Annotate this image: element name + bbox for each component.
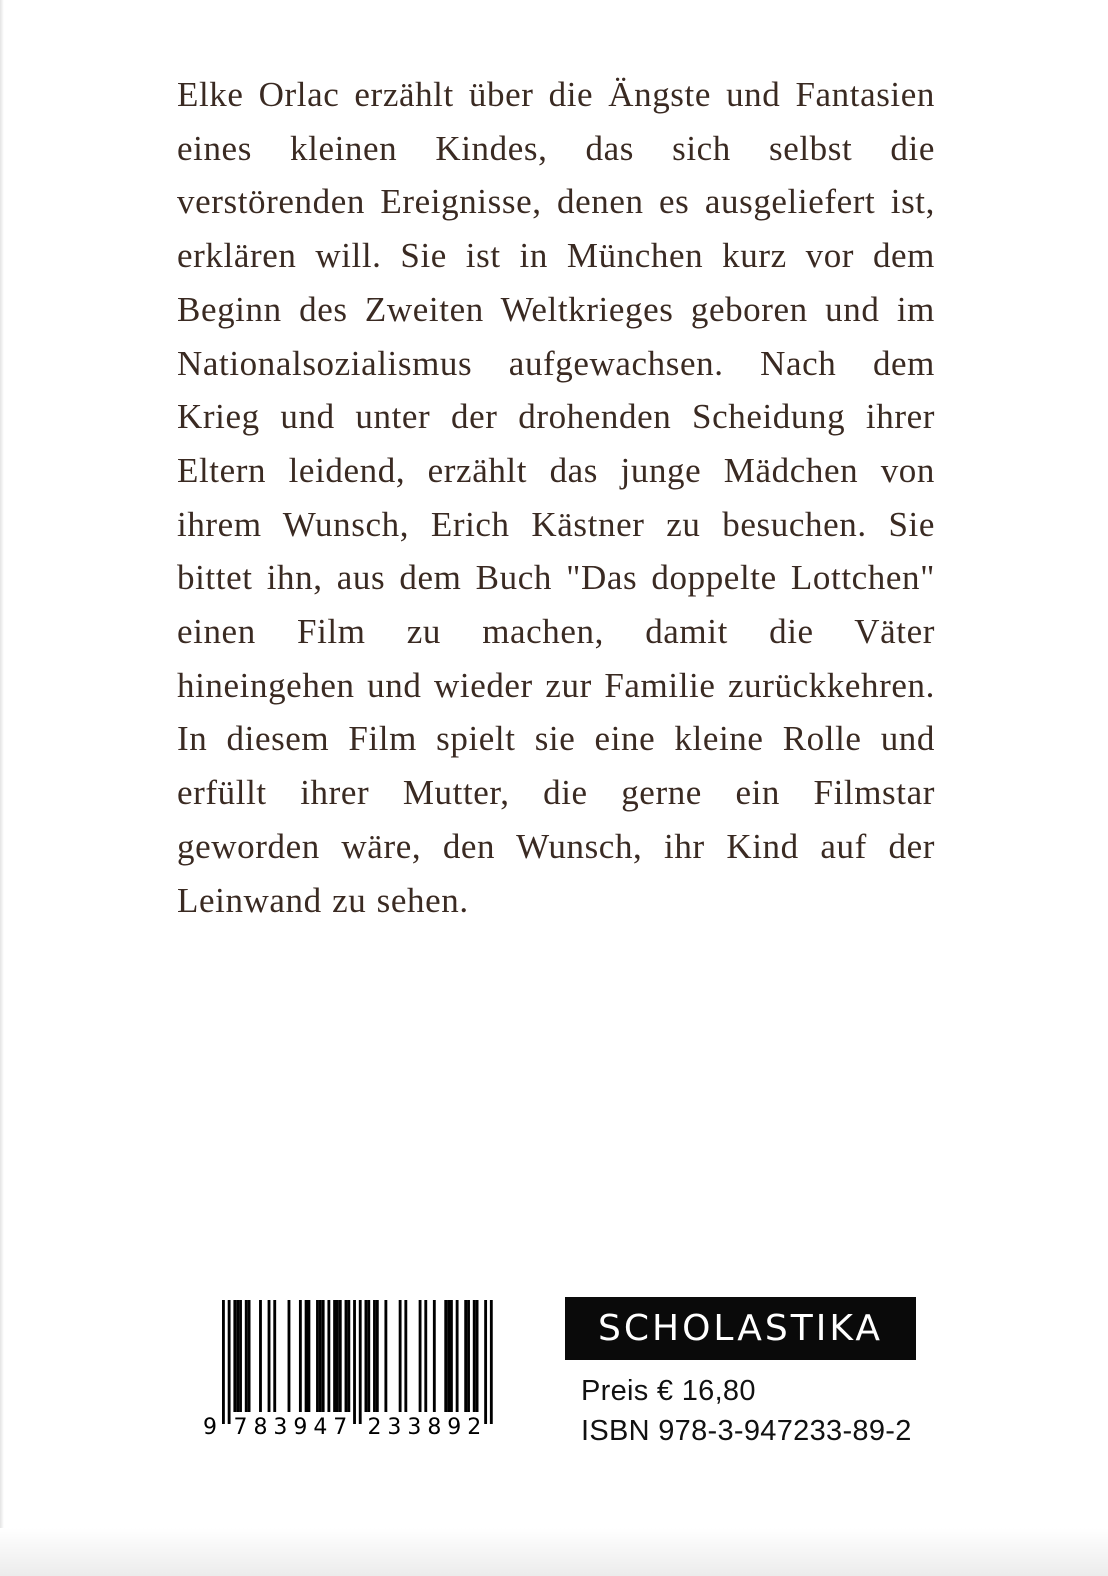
barcode-bar [476, 1300, 479, 1412]
barcode-bar [248, 1300, 251, 1412]
barcode-bar [444, 1300, 447, 1412]
barcode-bar [404, 1300, 407, 1412]
barcode-bar [222, 1300, 225, 1424]
barcode-bar [367, 1300, 370, 1412]
barcode-digit: 3 [407, 1415, 422, 1440]
barcode-bar [473, 1300, 476, 1412]
page-edge-shadow [0, 0, 4, 1576]
barcode-bar [233, 1300, 236, 1412]
barcode-digit: 9 [447, 1415, 462, 1440]
barcode-digits [203, 1415, 481, 1440]
barcode-bar [322, 1300, 325, 1412]
barcode-bar [327, 1300, 330, 1412]
barcode-bar [399, 1300, 402, 1412]
publisher-name: SCHOLASTIKA [598, 1308, 883, 1349]
barcode-bar [464, 1300, 467, 1412]
isbn-label: ISBN 978-3-947233-89-2 [581, 1415, 912, 1447]
barcode-bar [339, 1300, 342, 1412]
barcode-digit: 9 [203, 1415, 217, 1440]
barcode-digit: 3 [273, 1415, 288, 1440]
price-label: Preis € 16,80 [581, 1375, 756, 1407]
barcode-digit: 2 [467, 1415, 482, 1440]
barcode-graphic [200, 1298, 500, 1440]
barcode-bar [353, 1300, 356, 1424]
barcode-bar [319, 1300, 322, 1412]
barcode-bar [450, 1300, 453, 1412]
page-bottom-shadow [0, 1528, 1108, 1576]
ean-barcode [200, 1298, 500, 1440]
barcode-bar [345, 1300, 348, 1412]
barcode-bar [236, 1300, 239, 1412]
barcode-bar [447, 1300, 450, 1412]
barcode-bar [373, 1300, 376, 1412]
barcode-bar [365, 1300, 368, 1412]
barcode-bar [239, 1300, 242, 1412]
barcode-bar [384, 1300, 387, 1412]
barcode-bar [424, 1300, 427, 1412]
barcode-digit: 3 [387, 1415, 402, 1440]
barcode-bar [433, 1300, 436, 1412]
barcode-bar [333, 1300, 336, 1412]
barcode-bar [305, 1300, 308, 1412]
barcode-digit: 9 [293, 1415, 308, 1440]
blurb-text: Elke Orlac erzählt über die Ängste und Fantasien eines kleinen Kindes, das sich selbst die verstörenden Ereignisse, denen es ausgeliefert ist, erklären will. Sie ist in München kurz vor dem Beginn des Zweiten Weltkrieges geboren und im Nationalsozialismus aufgewachsen. Nach dem Krieg und unter der drohenden Scheidung ihrer Eltern leidend, erzählt das junge Mädchen von ihrem Wunsch, Erich Kästner zu besuchen. Sie bittet ihn, aus dem Buch "Das doppelte Lottchen" einen Film zu machen, damit die Väter hineingehen und wieder zur Familie zurückkehren. In diesem Film spielt sie eine kleine Rolle und erfüllt ihrer Mutter, die gerne ein Filmstar geworden wäre, den Wunsch, ihr Kind auf der Leinwand zu sehen. [177, 75, 935, 920]
barcode-bar [245, 1300, 248, 1412]
barcode-bar [228, 1300, 231, 1424]
barcode-bars [222, 1300, 493, 1424]
barcode-bar [347, 1300, 350, 1412]
barcode-bar [484, 1300, 487, 1424]
barcode-digit: 7 [333, 1415, 348, 1440]
barcode-bar [419, 1300, 422, 1412]
publisher-logo [565, 1297, 916, 1360]
barcode-digit: 7 [233, 1415, 248, 1440]
barcode-digit: 4 [313, 1415, 328, 1440]
barcode-bar [359, 1300, 362, 1424]
barcode-bar [316, 1300, 319, 1412]
barcode-bar [259, 1300, 262, 1412]
barcode-bar [288, 1300, 291, 1412]
barcode-bar [273, 1300, 276, 1412]
barcode-bar [308, 1300, 311, 1412]
barcode-bar [336, 1300, 339, 1412]
barcode-bar [268, 1300, 271, 1412]
barcode-bar [299, 1300, 302, 1412]
barcode-bar [376, 1300, 379, 1412]
barcode-digit: 8 [253, 1415, 268, 1440]
barcode-digit: 2 [367, 1415, 382, 1440]
barcode-bar [490, 1300, 493, 1424]
barcode-bar [467, 1300, 470, 1412]
barcode-digit: 8 [427, 1415, 442, 1440]
barcode-bar [456, 1300, 459, 1412]
